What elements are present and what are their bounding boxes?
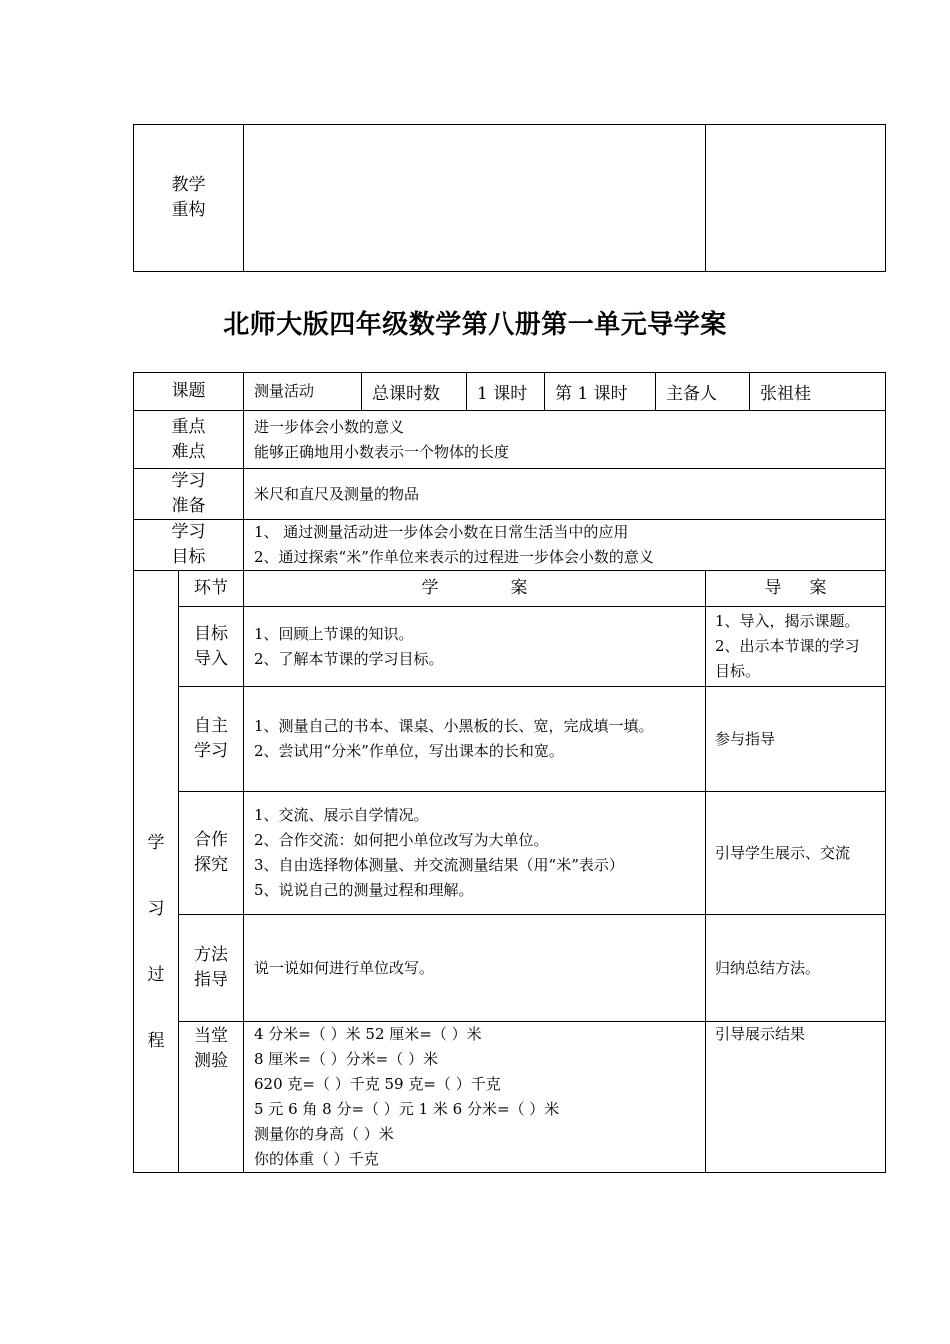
stage-label-line2: 探究 [194, 855, 228, 875]
study-item: 2、尝试用“分米”作单位，写出课本的长和宽。 [254, 742, 564, 760]
study-quiz [244, 1022, 706, 1173]
key-points-label [134, 411, 244, 469]
preparation-content: 米尺和直尺及测量的物品 [244, 469, 886, 520]
study-method [244, 915, 706, 1022]
objectives-label [134, 520, 244, 571]
process-row-cooperation [134, 792, 886, 915]
stage-label-line2: 导入 [194, 648, 228, 669]
topic-value: 测量活动 [244, 373, 362, 411]
guide-quiz [706, 1022, 886, 1173]
preparation-label-line1: 学习 [171, 471, 206, 491]
guide-item: 引导学生展示、交流 [715, 843, 851, 862]
study-item: 说一说如何进行单位改写。 [254, 958, 435, 977]
topic-label: 课题 [134, 373, 244, 411]
stage-label-line1: 自主 [194, 716, 228, 736]
reconstruction-note-cell [706, 125, 886, 272]
study-plan-header-char-2: 案 [510, 578, 528, 598]
quiz-item: 你的体重（ ）千克 [254, 1150, 379, 1168]
study-goal-intro [244, 607, 706, 687]
key-points-label-line1: 重点 [171, 416, 206, 437]
stage-method [179, 915, 244, 1022]
guide-goal-intro [706, 607, 886, 687]
study-self-study [244, 687, 706, 792]
guide-item: 1、导入，揭示课题。 [715, 612, 860, 630]
guide-plan-header-char-2: 案 [809, 578, 827, 598]
key-points-content [244, 411, 886, 469]
preparation-label [134, 469, 244, 520]
reconstruction-label-cell [134, 125, 244, 272]
process-row-self-study [134, 687, 886, 792]
total-hours-value: 1 课时 [467, 373, 545, 411]
guide-item: 引导展示结果 [715, 1025, 806, 1043]
guide-plan-header-char-1: 导 [764, 578, 782, 598]
objectives-label-line1: 学习 [171, 522, 206, 542]
study-item: 1、交流、展示自学情况。 [254, 806, 429, 824]
process-label-char-1: 学 [147, 832, 165, 853]
stage-self-study [179, 687, 244, 792]
study-plan-header-char-1: 学 [421, 578, 439, 598]
preparation-row [134, 469, 886, 520]
study-item: 2、了解本节课的学习目标。 [254, 649, 444, 668]
study-item: 2、合作交流：如何把小单位改写为大单位。 [254, 831, 549, 849]
reconstruction-table [133, 124, 886, 272]
stage-label-line2: 指导 [194, 970, 228, 990]
guide-plan-column-header [706, 571, 886, 607]
study-cooperation [244, 792, 706, 915]
process-vertical-label [134, 571, 179, 1173]
stage-label-line1: 合作 [194, 830, 228, 850]
reconstruction-label-line1: 教学 [171, 175, 206, 195]
process-label-char-2: 习 [147, 898, 165, 919]
stage-label-line2: 学习 [194, 741, 228, 761]
process-header-row [134, 571, 886, 607]
stage-goal-intro [179, 607, 244, 687]
quiz-item: 620 克=（ ）千克 59 克=（ ）千克 [254, 1075, 501, 1093]
guide-item: 归纳总结方法。 [715, 958, 821, 977]
page-title: 北师大版四年级数学第八册第一单元导学案 [223, 310, 727, 340]
guide-item: 2、出示本节课的学习 [715, 637, 860, 655]
key-point-1: 进一步体会小数的意义 [254, 417, 405, 436]
quiz-item: 测量你的身高（ ）米 [254, 1125, 394, 1143]
key-points-label-line2: 难点 [171, 441, 206, 462]
key-point-2: 能够正确地用小数表示一个物体的长度 [254, 442, 510, 461]
objectives-row [134, 520, 886, 571]
objective-2: 2、通过探索“米”作单位来表示的过程进一步体会小数的意义 [254, 548, 654, 566]
guide-item: 目标。 [715, 662, 761, 680]
objectives-label-line2: 目标 [171, 547, 206, 567]
process-row-goal-intro [134, 607, 886, 687]
objectives-content [244, 520, 886, 571]
study-item: 5、说说自己的测量过程和理解。 [254, 881, 474, 899]
stage-label-line2: 测验 [194, 1051, 228, 1071]
study-item: 1、回顾上节课的知识。 [254, 624, 414, 643]
stage-label-line1: 目标 [194, 623, 228, 644]
total-hours-label: 总课时数 [362, 373, 467, 411]
process-row-quiz [134, 1022, 886, 1173]
lesson-number: 第 1 课时 [545, 373, 656, 411]
stage-column-header: 环节 [179, 571, 244, 607]
process-row-method [134, 915, 886, 1022]
lesson-plan-table [133, 372, 886, 1173]
reconstruction-content-cell [244, 125, 706, 272]
header-row [134, 373, 886, 411]
study-item: 3、自由选择物体测量、并交流测量结果（用“米”表示） [254, 856, 624, 874]
reconstruction-label-line2: 重构 [171, 200, 206, 220]
stage-label-line1: 当堂 [194, 1026, 228, 1046]
study-item: 1、测量自己的书本、课桌、小黑板的长、宽，完成填一填。 [254, 717, 654, 735]
guide-self-study [706, 687, 886, 792]
preparer-label: 主备人 [656, 373, 750, 411]
guide-item: 参与指导 [715, 729, 776, 748]
guide-cooperation [706, 792, 886, 915]
preparer-value: 张祖桂 [750, 373, 886, 411]
study-plan-column-header [244, 571, 706, 607]
process-label-char-3: 过 [147, 964, 165, 985]
key-points-row [134, 411, 886, 469]
process-label-char-4: 程 [147, 1030, 165, 1051]
guide-method [706, 915, 886, 1022]
stage-quiz [179, 1022, 244, 1173]
preparation-label-line2: 准备 [171, 496, 206, 516]
quiz-item: 5 元 6 角 8 分=（ ）元 1 米 6 分米=（ ）米 [254, 1100, 560, 1118]
objective-1: 1、 通过测量活动进一步体会小数在日常生活当中的应用 [254, 523, 629, 541]
quiz-item: 8 厘米=（ ）分米=（ ）米 [254, 1050, 438, 1068]
stage-cooperation [179, 792, 244, 915]
quiz-item: 4 分米=（ ）米 52 厘米=（ ）米 [254, 1025, 482, 1043]
stage-label-line1: 方法 [194, 945, 228, 965]
